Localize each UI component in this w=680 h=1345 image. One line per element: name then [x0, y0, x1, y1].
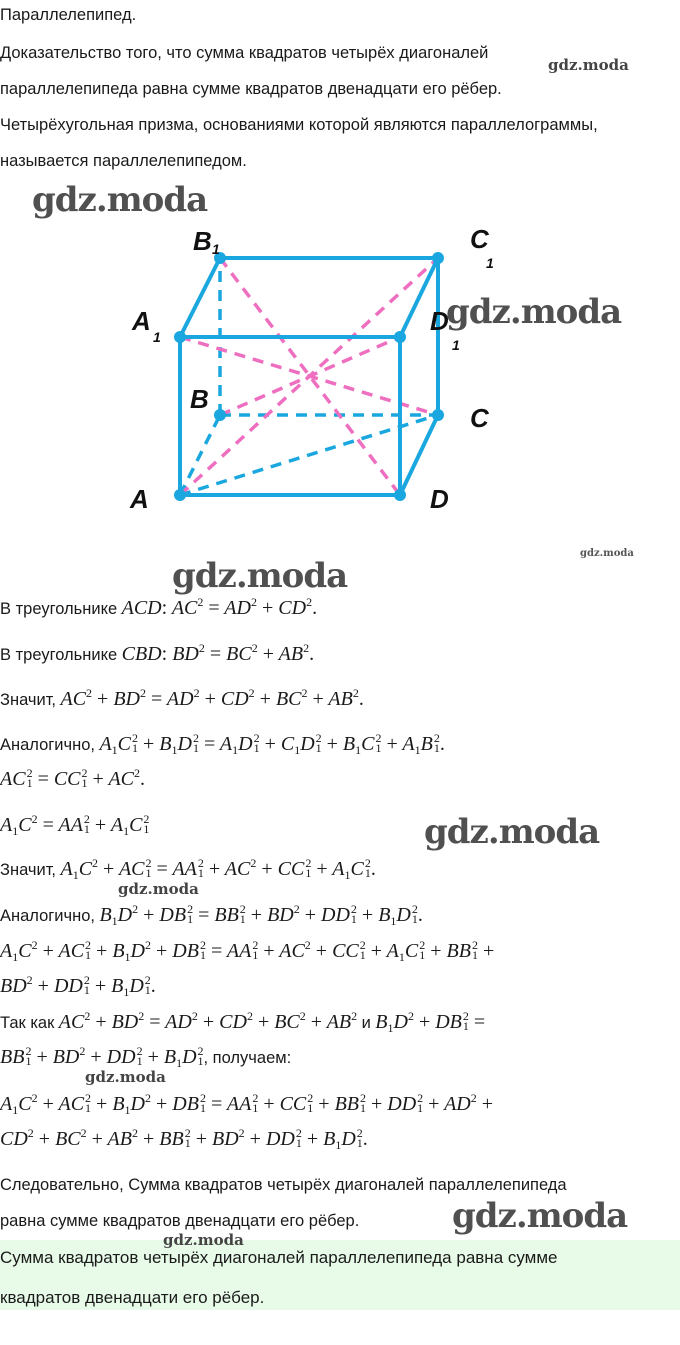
watermark: gdz.moda	[446, 292, 622, 332]
proof-line-since-1: Так как $AC^2 + BD^2 = AD^2 + CD^2 + BC^2 + AB^2$ и $B_1D^2$ + DB 2 1 =	[0, 1009, 486, 1035]
proof-line-top-face: Аналогично, $A_1C$ 2 1 + $B_1D$ 2 1 = $A_1D$ 2 1 + $C_1D$ 2 1 + $B_1C$ 2 1 + $A_1B$ 2 1 .	[0, 731, 445, 757]
edge-a-b	[180, 415, 220, 495]
edge-a1-b1	[180, 258, 220, 337]
watermark: gdz.moda	[424, 812, 600, 852]
vertex-d	[394, 489, 406, 501]
statement-line-2: параллелепипеда равна сумме квадратов двенадцати его рёбер.	[0, 80, 502, 98]
proof-line-sum2: Значит, $A_1C^2$ + AC 2 1 = AA 2 1 + $AC^2$ + CC 2 1 + $A_1C$ 2 1 .	[0, 856, 376, 882]
parallelepiped-figure	[0, 190, 680, 550]
label-b: B	[190, 384, 209, 414]
label-c1: C	[470, 224, 489, 254]
vertex-c1	[432, 252, 444, 264]
proof-line-ac1: AC 2 1 = CC 2 1 + $AC^2$.	[0, 766, 146, 791]
vertex-b	[214, 409, 226, 421]
proof-line-since-2: BB 2 1 + $BD^2$ + DD 2 1 + $B_1D$ 2 1 , получаем:	[0, 1044, 292, 1070]
title: Параллелепипед.	[0, 6, 137, 24]
label-a1: A	[132, 306, 151, 336]
vertex-d1	[394, 331, 406, 343]
watermark: gdz.moda	[580, 548, 634, 559]
statement-line-1: Доказательство того, что сумма квадратов четырёх диагоналей	[0, 44, 489, 62]
watermark: gdz.moda	[452, 1196, 628, 1236]
label-a1-sub: 1	[153, 329, 161, 345]
watermark: gdz.moda	[118, 880, 199, 898]
definition-line-1: Четырёхугольная призма, основаниями которой являются параллелограммы,	[0, 116, 598, 134]
answer-line-1: Сумма квадратов четырёх диагоналей параллелепипеда равна сумме	[0, 1248, 558, 1267]
proof-line-b1d: Аналогично, $B_1D^2$ + DB 2 1 = BB 2 1 + $BD^2$ + DD 2 1 + $B_1D$ 2 1 .	[0, 902, 423, 928]
label-c: C	[470, 403, 489, 433]
edge-d-c	[400, 415, 438, 495]
label-d1: D	[430, 306, 449, 336]
proof-line-total-2: $BD^2$ + DD 2 1 + $B_1D$ 2 1 .	[0, 973, 156, 999]
watermark: gdz.moda	[172, 556, 348, 596]
label-b1: B	[193, 226, 212, 256]
label-d: D	[430, 484, 449, 514]
definition-line-2: называется параллелепипедом.	[0, 152, 247, 170]
label-b1-sub: 1	[212, 241, 220, 257]
vertex-a	[174, 489, 186, 501]
watermark: gdz.moda	[85, 1068, 166, 1086]
vertex-a1	[174, 331, 186, 343]
proof-line-sum: Значит, $AC^2 + BD^2 = AD^2 + CD^2 + BC^2 + AB^2$.	[0, 686, 364, 710]
front-face	[180, 337, 400, 495]
proof-line-total-1: $A_1C^2$ + AC 2 1 + $B_1D^2$ + DB 2 1 = AA 2 1 + $AC^2$ + CC 2 1 + $A_1C$ 2 1 + BB 2 1 +	[0, 938, 495, 964]
proof-line-acd: В треугольнике ACD: $AC^2 = AD^2 + CD^2$.	[0, 595, 318, 619]
conclusion-line-1: Следовательно, Сумма квадратов четырёх диагоналей параллелепипеда	[0, 1176, 567, 1194]
watermark: gdz.moda	[163, 1231, 244, 1249]
label-a: A	[130, 484, 149, 514]
answer-line-2: квадратов двенадцати его рёбер.	[0, 1288, 265, 1307]
proof-line-cbd: В треугольнике CBD: $BD^2 = BC^2 + AB^2$.	[0, 641, 315, 665]
proof-line-final-2: $CD^2 + BC^2 + AB^2$ + BB 2 1 + $BD^2$ + DD 2 1 + $B_1D$ 2 1 .	[0, 1126, 368, 1152]
label-d1-sub: 1	[452, 337, 460, 353]
proof-line-final-1: $A_1C^2$ + AC 2 1 + $B_1D^2$ + DB 2 1 = AA 2 1 + CC 2 1 + BB 2 1 + DD 2 1 + $AD^2$ +	[0, 1091, 494, 1117]
vertex-c	[432, 409, 444, 421]
proof-line-a1c: $A_1C^2$ = AA 2 1 + $A_1C$ 2 1	[0, 812, 150, 838]
conclusion-line-2: равна сумме квадратов двенадцати его рёбер.	[0, 1212, 360, 1230]
label-c1-sub: 1	[486, 255, 494, 271]
watermark: gdz.moda	[32, 180, 208, 220]
diagonal-b-d1	[220, 337, 400, 415]
watermark: gdz.moda	[548, 56, 629, 74]
answer-box	[0, 1240, 680, 1310]
